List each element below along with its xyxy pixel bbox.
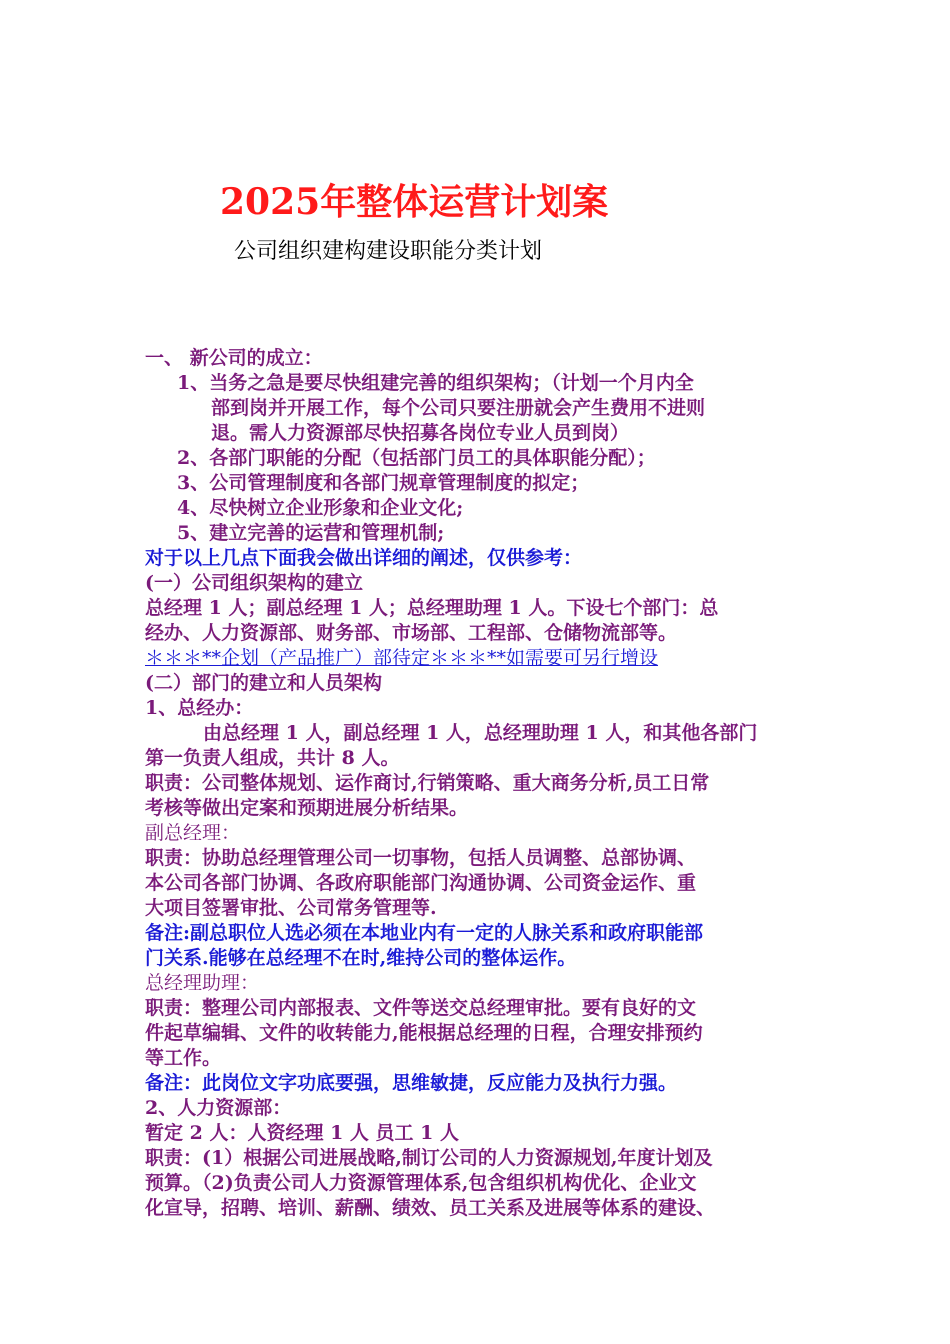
- section1-item: 1、当务之急是要尽快组建完善的组织架构；（计划一个月内全: [177, 372, 694, 394]
- section1-item: 3、公司管理制度和各部门规章管理制度的拟定；: [177, 472, 590, 494]
- office-desc: 第一负责人组成，共计 8 人。: [145, 747, 400, 769]
- vice-heading: 副总经理：: [145, 822, 241, 844]
- vice-duty: 本公司各部门协调、各政府职能部门沟通协调、公司资金运作、重: [145, 872, 697, 894]
- vice-note: 备注:副总职位人选必须在本地业内有一定的人脉关系和政府职能部: [145, 922, 704, 944]
- section1-heading: 一、 新公司的成立：: [145, 347, 323, 369]
- vice-duty: 职责：协助总经理管理公司一切事物，包括人员调整、总部协调、: [145, 847, 697, 869]
- assistant-duty: 职责：整理公司内部报表、文件等送交总经理审批。要有良好的文: [145, 997, 697, 1019]
- hr-duty: 预算。（2)负责公司人力资源管理体系,包含组织机构优化、企业文: [145, 1172, 697, 1194]
- part1-line: 经办、人力资源部、财务部、市场部、工程部、仓储物流部等。: [145, 622, 678, 644]
- hr-heading: 2、人力资源部：: [145, 1097, 292, 1119]
- office-heading: 1、总经办：: [145, 697, 254, 719]
- office-duty: 考核等做出定案和预期进展分析结果。: [145, 797, 469, 819]
- assistant-duty: 件起草编辑、文件的收转能力,能根据总经理的日程，合理安排预约: [145, 1022, 703, 1044]
- section1-item: 部到岗并开展工作，每个公司只要注册就会产生费用不进则: [211, 397, 706, 419]
- vice-duty: 大项目签署审批、公司常务管理等.: [145, 897, 437, 919]
- hr-duty: 化宣导，招聘、培训、薪酬、绩效、员工关系及进展等体系的建设、: [145, 1197, 716, 1219]
- document-subtitle: 公司组织建构建设职能分类计划: [234, 239, 543, 264]
- part2-heading: (二）部门的建立和人员架构: [145, 672, 382, 694]
- part1-note: ＊＊＊**企划（产品推广）部待定＊＊＊**如需要可另行增设: [145, 647, 659, 669]
- office-duty: 职责：公司整体规划、运作商讨,行销策略、重大商务分析,员工日常: [145, 772, 710, 794]
- vice-note: 门关系.能够在总经理不在时,维持公司的整体运作。: [145, 947, 577, 969]
- document-title: 2025年整体运营计划案: [220, 181, 609, 223]
- assistant-duty: 等工作。: [145, 1047, 222, 1069]
- assistant-note: 备注：此岗位文字功底要强，思维敏捷，反应能力及执行力强。: [145, 1072, 678, 1094]
- office-desc: 由总经理 1 人，副总经理 1 人，总经理助理 1 人，和其他各部门: [203, 722, 758, 744]
- document-body: [145, 346, 825, 1221]
- part1-line: 总经理 1 人；副总经理 1 人；总经理助理 1 人。下设七个部门：总: [145, 597, 719, 619]
- section1-item: 4、尽快树立企业形象和企业文化;: [177, 497, 464, 519]
- hr-staff: 暂定 2 人：人资经理 1 人 员工 1 人: [145, 1122, 459, 1144]
- section1-item: 退。需人力资源部尽快招募各岗位专业人员到岗）: [211, 422, 630, 444]
- section1-item: 2、各部门职能的分配（包括部门员工的具体职能分配）；: [177, 447, 656, 469]
- section1-item: 5、建立完善的运营和管理机制;: [177, 522, 445, 544]
- assistant-heading: 总经理助理：: [145, 972, 260, 994]
- part1-heading: (一）公司组织架构的建立: [145, 572, 363, 594]
- hr-duty: 职责：(1）根据公司进展战略,制订公司的人力资源规划,年度计划及: [145, 1147, 713, 1169]
- intro-text: 对于以上几点下面我会做出详细的阐述，仅供参考：: [145, 547, 583, 569]
